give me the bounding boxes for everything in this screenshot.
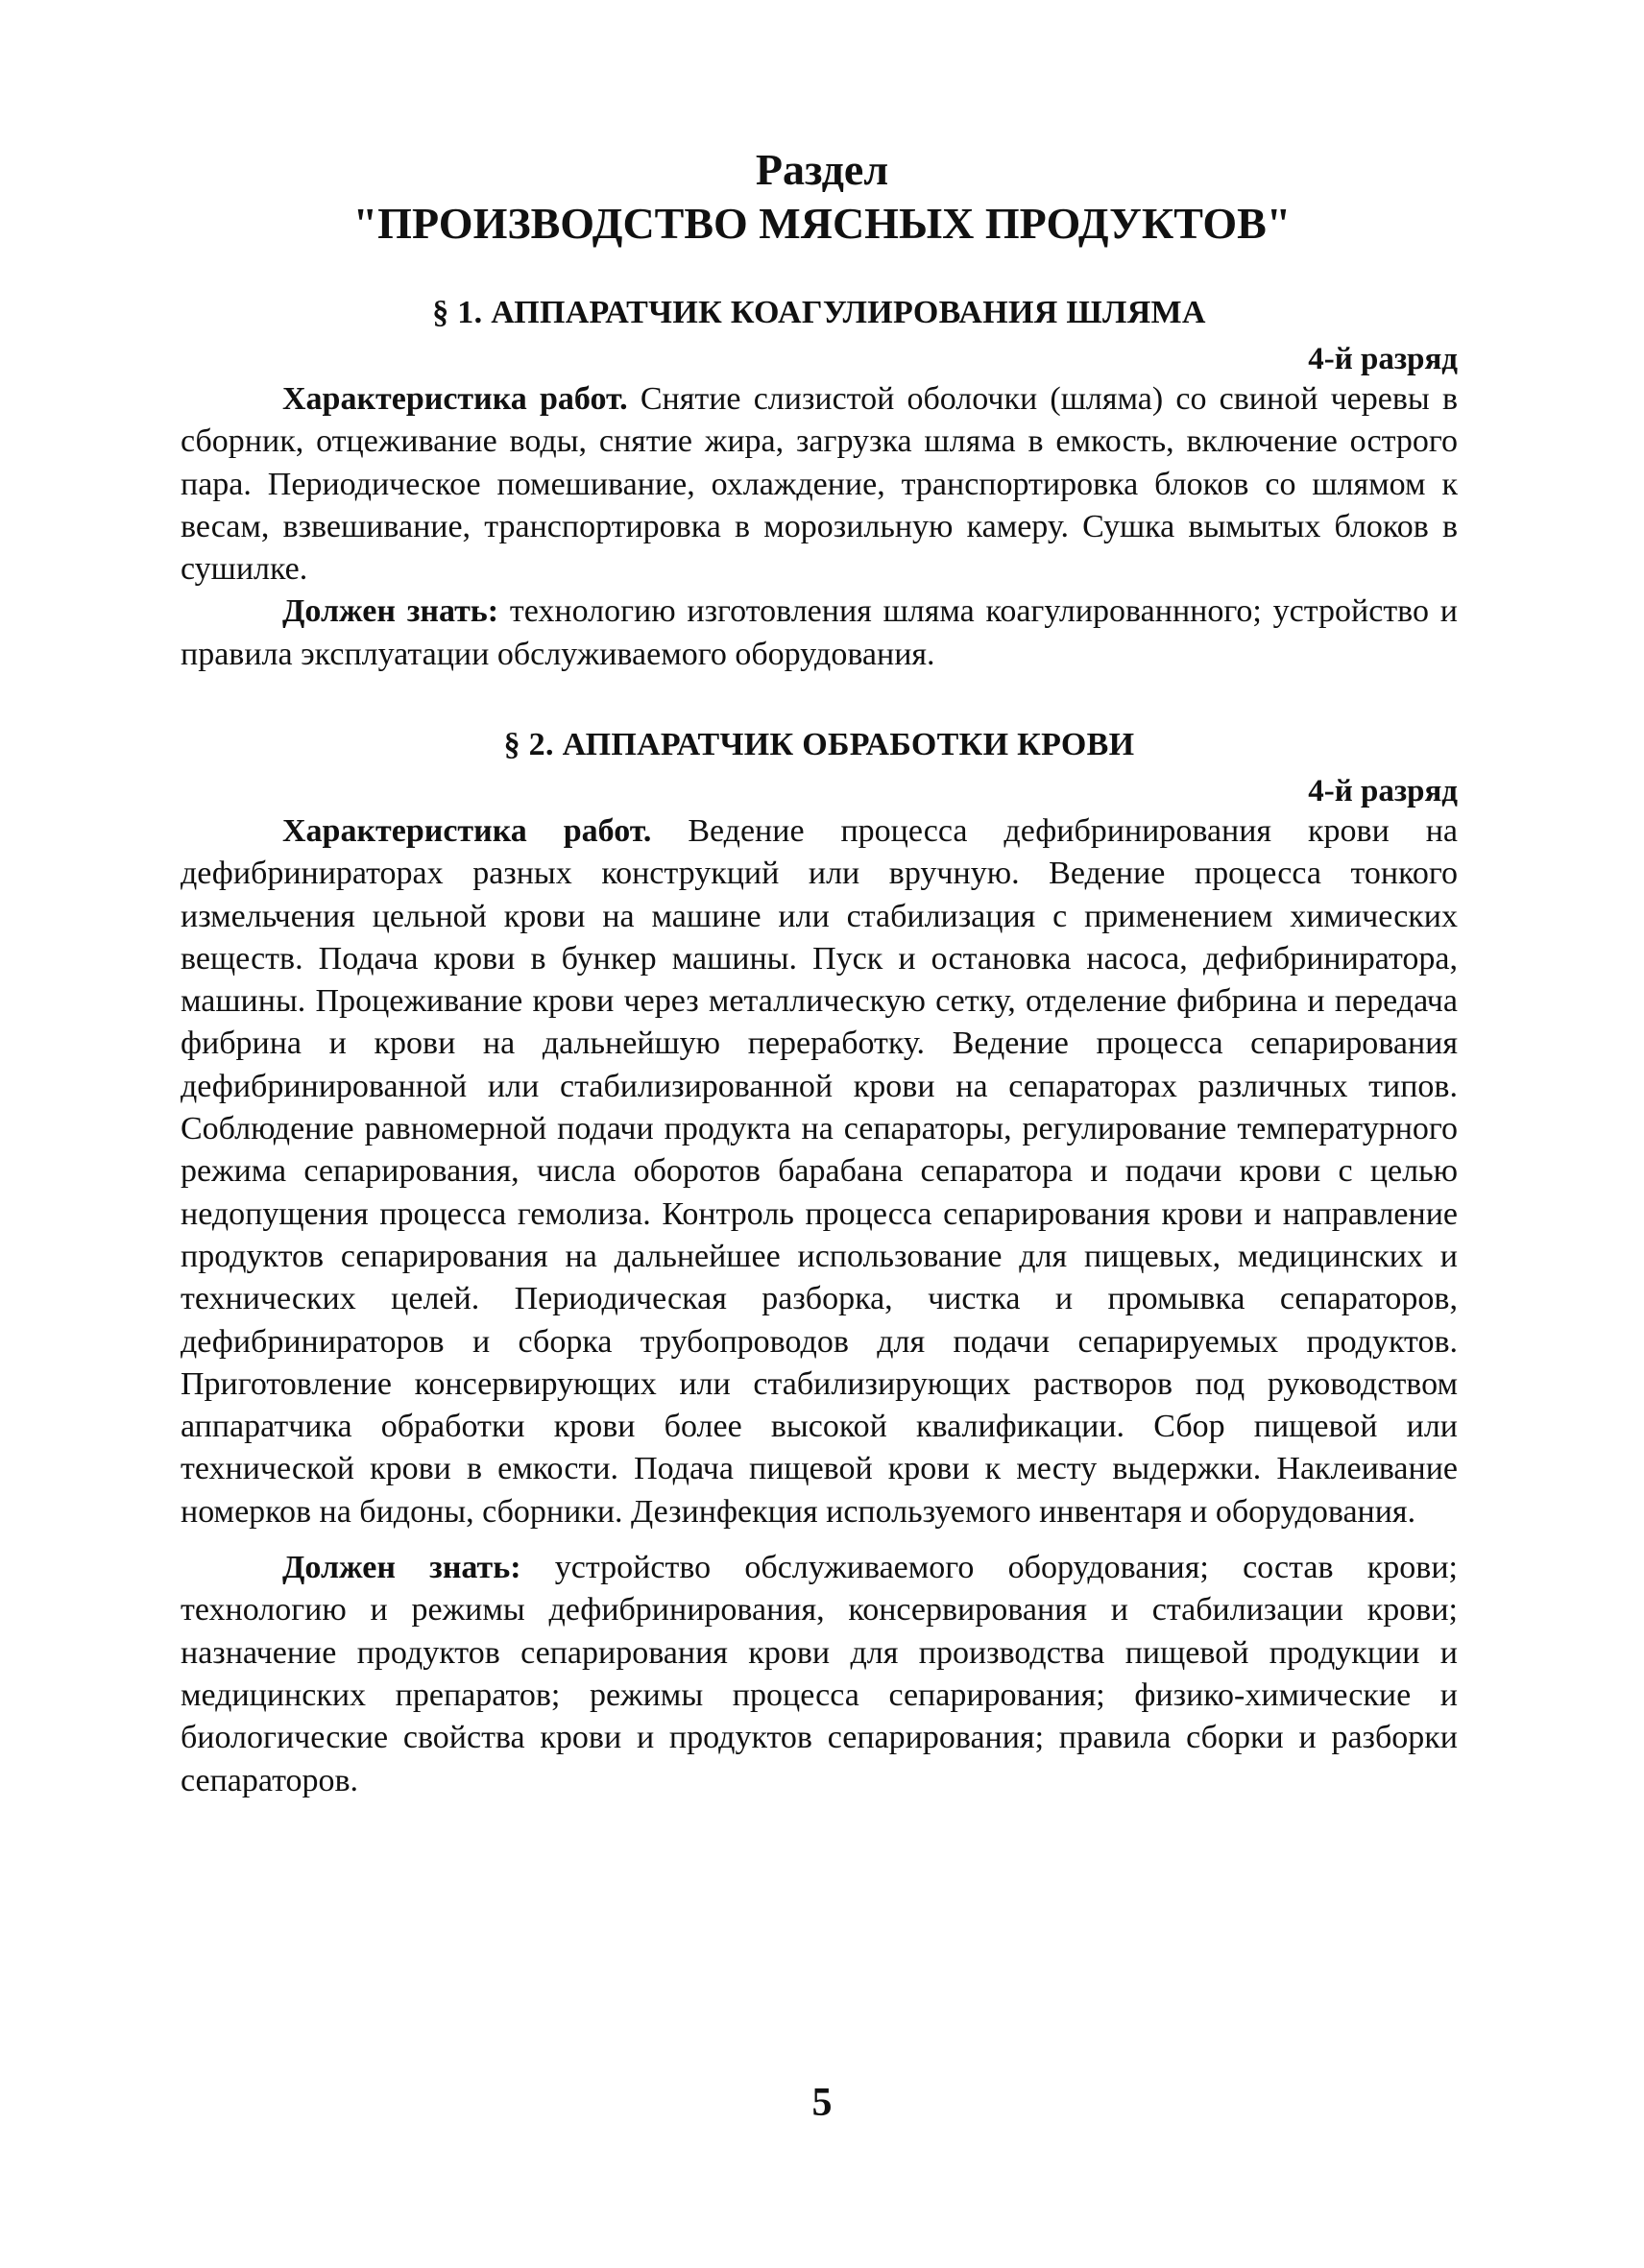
- section-1-knowledge: [181, 591, 1458, 676]
- section-subheading: "ПРОИЗВОДСТВО МЯСНЫХ ПРОДУКТОВ": [352, 199, 1292, 248]
- section-2-know-label: Должен знать:: [282, 1550, 521, 1586]
- section-1-work-label: Характеристика работ.: [282, 381, 628, 417]
- section-2-work-label: Характеристика работ.: [282, 813, 652, 849]
- section-2-know-text: устройство обслуживаемого оборудования; состав крови; технологию и режимы дефибринирования, консервирования и стабилизации крови; назначение продуктов сепарирования крови для производства пищевой продукции и медицинских препаратов; режимы процесса сепарирования; физико-химические и биологические свойства крови и продуктов сепарирования; правила сборки и разборки сепараторов.: [181, 1550, 1459, 1798]
- section-1-know-label: Должен знать:: [282, 593, 499, 630]
- page-number: 5: [811, 2081, 833, 2125]
- section-2-knowledge: [181, 1547, 1458, 1802]
- section-2-grade: 4-й разряд: [1308, 774, 1458, 808]
- paragraph-section-2: [181, 726, 1458, 1802]
- section-2-work-description: [181, 810, 1458, 1533]
- section-2-work-text: Ведение процесса дефибринирования крови на дефибринираторах разных конструкций или вручную. Ведение процесса тонкого измельчения цельной крови на машине или стабилизация с применением химических веществ. Подача крови в бункер машины. Пуск и остановка насоса, дефибриниратора, машины. Процеживание крови через металлическую сетку, отделение фибрина и передача фибрина и крови на дальнейшую переработку. Ведение процесса сепарирования дефибринированной или стабилизированной крови на сепараторах различных типов. Соблюдение равномерной подачи продукта на сепараторы, регулирование температурного режима сепарирования, числа оборотов барабана сепаратора и подачи крови с целью недопущения процесса гемолиза. Контроль процесса сепарирования крови и направление продуктов сепарирования на дальнейшее использование для пищевых, медицинских и технических целей. Периодическая разборка, чистка и промывка сепараторов, дефибринираторов и сборка трубопроводов для подачи сепарируемых продуктов. Приготовление консервирующих или стабилизирующих растворов под руководством аппаратчика обработки крови более высокой квалификации. Сбор пищевой или технической крови в емкости. Подача пищевой крови к месту выдержки. Наклеивание номерков на бидоны, сборники. Дезинфекция используемого инвентаря и оборудования.: [181, 813, 1458, 1530]
- section-1-work-description: [181, 378, 1458, 591]
- paragraph-section-1: [181, 294, 1458, 676]
- section-1-work-text: Снятие слизистой оболочки (шляма) со свиной черевы в сборник, отцеживание воды, снятие жира, загрузка шляма в емкость, включение острого пара. Периодическое помешивание, охлаждение, транспортировка блоков со шлямом к весам, взвешивание, транспортировка в морозильную камеру. Сушка вымытых блоков в сушилке.: [181, 381, 1458, 588]
- section-2-title: § 2. АППАРАТЧИК ОБРАБОТКИ КРОВИ: [503, 727, 1135, 762]
- section-1-know-text: технологию изготовления шляма коагулированнного; устройство и правила эксплуатации обслуживаемого оборудования.: [181, 593, 1458, 672]
- section-heading: Раздел: [755, 145, 889, 194]
- section-1-grade: 4-й разряд: [1308, 342, 1458, 376]
- section-1-title: § 1. АППАРАТЧИК КОАГУЛИРОВАНИЯ ШЛЯМА: [432, 295, 1206, 330]
